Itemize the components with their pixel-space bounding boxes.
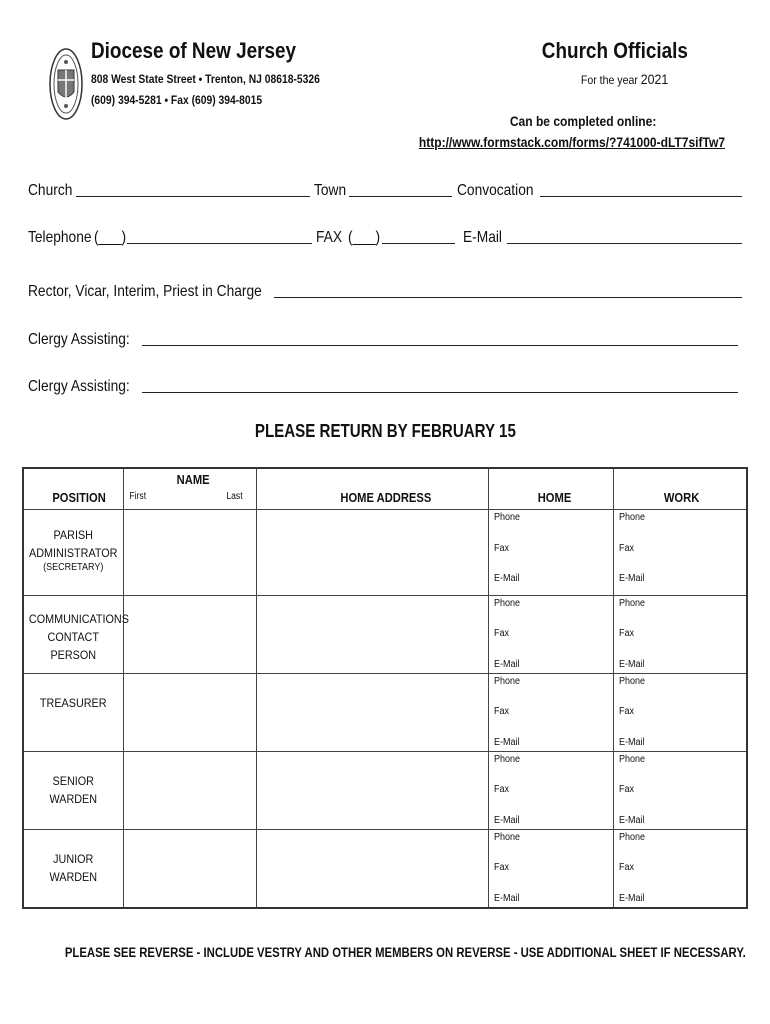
work-email-label: E-Mail <box>618 815 645 826</box>
town-field[interactable] <box>349 182 452 197</box>
work-fax-label: Fax <box>618 628 634 639</box>
name-cell[interactable] <box>123 830 256 908</box>
year-line <box>581 71 668 87</box>
table-row <box>23 674 747 752</box>
org-phone-fax: (609) 394-5281 • Fax (609) 394-8015 <box>91 93 263 107</box>
work-fax-label: Fax <box>618 862 634 873</box>
officials-table <box>22 467 748 909</box>
position-cell <box>23 674 123 752</box>
position-label: TREASURER <box>39 696 107 710</box>
church-row <box>28 178 742 200</box>
home-fax-label: Fax <box>493 784 509 795</box>
position-sublabel: (SECRETARY) <box>43 562 104 573</box>
home-header <box>488 468 613 510</box>
home-address-cell[interactable] <box>256 674 488 752</box>
home-phone-label: Phone <box>493 676 520 687</box>
home-fax-label: Fax <box>493 862 509 873</box>
rector-label: Rector, Vicar, Interim, Priest in Charge <box>28 283 262 300</box>
home-contact-cell[interactable] <box>488 830 613 908</box>
return-deadline-note <box>0 421 770 442</box>
table-row <box>23 752 747 830</box>
convocation-label: Convocation <box>456 182 534 199</box>
position-cell <box>23 830 123 908</box>
work-fax-label: Fax <box>618 706 634 717</box>
org-name: Diocese of New Jersey <box>91 38 297 63</box>
home-phone-label: Phone <box>493 754 520 765</box>
table-row <box>23 510 747 596</box>
home-contact-cell[interactable] <box>488 674 613 752</box>
home-phone-label: Phone <box>493 598 520 609</box>
home-contact-cell[interactable] <box>488 510 613 596</box>
telephone-area-code[interactable]: (___) <box>93 229 126 246</box>
home-fax-label: Fax <box>493 543 509 554</box>
home-phone-label: Phone <box>493 832 520 843</box>
church-field[interactable] <box>76 182 311 197</box>
fax-area-code[interactable]: (___) <box>348 229 381 246</box>
work-contact-cell[interactable] <box>613 830 747 908</box>
table-header-row <box>23 468 747 510</box>
work-email-label: E-Mail <box>618 893 645 904</box>
online-label: Can be completed online: <box>509 113 656 129</box>
name-cell[interactable] <box>123 752 256 830</box>
home-email-label: E-Mail <box>493 893 520 904</box>
email-label: E-Mail <box>463 229 503 246</box>
telephone-field[interactable] <box>127 229 312 244</box>
last-name-subheader: Last <box>225 491 243 502</box>
work-email-label: E-Mail <box>618 737 645 748</box>
clergy-row-1 <box>28 327 742 349</box>
telephone-label: Telephone <box>28 229 92 246</box>
position-cell <box>23 510 123 596</box>
home-address-cell[interactable] <box>256 752 488 830</box>
work-fax-label: Fax <box>618 543 634 554</box>
clergy-assisting-field-1[interactable] <box>142 331 738 346</box>
church-label: Church <box>28 182 73 199</box>
name-header <box>123 468 256 510</box>
rector-row <box>28 279 742 301</box>
position-label: SENIOR WARDEN <box>49 774 98 806</box>
rector-field[interactable] <box>274 283 742 298</box>
position-label: COMMUNICATIONS CONTACT PERSON <box>28 612 129 662</box>
form-title: Church Officials <box>541 38 688 63</box>
return-deadline-text: PLEASE RETURN BY FEBRUARY 15 <box>254 421 516 441</box>
telephone-row <box>28 225 742 247</box>
clergy-assisting-label-2: Clergy Assisting: <box>28 378 130 395</box>
clergy-assisting-field-2[interactable] <box>142 378 738 393</box>
work-fax-label: Fax <box>618 784 634 795</box>
home-address-header-text: HOME ADDRESS <box>339 490 431 505</box>
work-phone-label: Phone <box>618 512 645 523</box>
home-fax-label: Fax <box>493 706 509 717</box>
work-phone-label: Phone <box>618 598 645 609</box>
home-address-cell[interactable] <box>256 830 488 908</box>
home-phone-label: Phone <box>493 512 520 523</box>
position-header <box>23 468 123 510</box>
first-name-subheader: First <box>128 491 146 502</box>
table-row <box>23 830 747 908</box>
position-cell <box>23 752 123 830</box>
work-phone-label: Phone <box>618 676 645 687</box>
name-header-text: NAME <box>176 472 210 487</box>
name-cell[interactable] <box>123 510 256 596</box>
home-email-label: E-Mail <box>493 573 520 584</box>
table-row <box>23 596 747 674</box>
name-cell[interactable] <box>123 596 256 674</box>
work-header-text: WORK <box>663 490 699 505</box>
home-fax-label: Fax <box>493 628 509 639</box>
footer-text: PLEASE SEE REVERSE - INCLUDE VESTRY AND OTHER MEMBERS ON REVERSE - USE ADDITIONAL SHEET IF NECESSARY. <box>64 945 746 960</box>
home-contact-cell[interactable] <box>488 596 613 674</box>
work-contact-cell[interactable] <box>613 596 747 674</box>
home-header-text: HOME <box>537 490 571 505</box>
position-label: JUNIOR WARDEN <box>49 852 98 884</box>
work-email-label: E-Mail <box>618 573 645 584</box>
footer-note <box>0 945 770 960</box>
position-cell <box>23 596 129 674</box>
work-contact-cell[interactable] <box>613 752 747 830</box>
work-contact-cell[interactable] <box>613 510 747 596</box>
position-header-text: POSITION <box>52 490 106 505</box>
org-address: 808 West State Street • Trenton, NJ 08618-5326 <box>91 72 320 86</box>
email-field[interactable] <box>507 229 742 244</box>
home-address-cell[interactable] <box>256 596 488 674</box>
town-label: Town <box>314 182 347 199</box>
home-email-label: E-Mail <box>493 815 520 826</box>
work-contact-cell[interactable] <box>613 674 747 752</box>
home-address-cell[interactable] <box>256 510 488 596</box>
home-address-header <box>256 468 488 510</box>
work-header <box>613 468 747 510</box>
fax-field[interactable] <box>382 229 456 244</box>
clergy-row-2 <box>28 374 742 396</box>
home-email-label: E-Mail <box>493 737 520 748</box>
diocese-seal-icon <box>49 48 83 120</box>
fax-label: FAX <box>315 229 342 246</box>
convocation-field[interactable] <box>540 182 742 197</box>
home-email-label: E-Mail <box>493 659 520 670</box>
home-contact-cell[interactable] <box>488 752 613 830</box>
year-value: 2021 <box>640 71 668 87</box>
position-label: PARISH ADMINISTRATOR <box>29 528 118 560</box>
year-label: For the year <box>580 73 638 87</box>
name-cell[interactable] <box>123 674 256 752</box>
clergy-assisting-label-1: Clergy Assisting: <box>28 331 130 348</box>
work-phone-label: Phone <box>618 754 645 765</box>
work-email-label: E-Mail <box>618 659 645 670</box>
work-phone-label: Phone <box>618 832 645 843</box>
online-form-link[interactable]: http://www.formstack.com/forms/?741000-dLT7sifTw7 <box>418 134 725 150</box>
